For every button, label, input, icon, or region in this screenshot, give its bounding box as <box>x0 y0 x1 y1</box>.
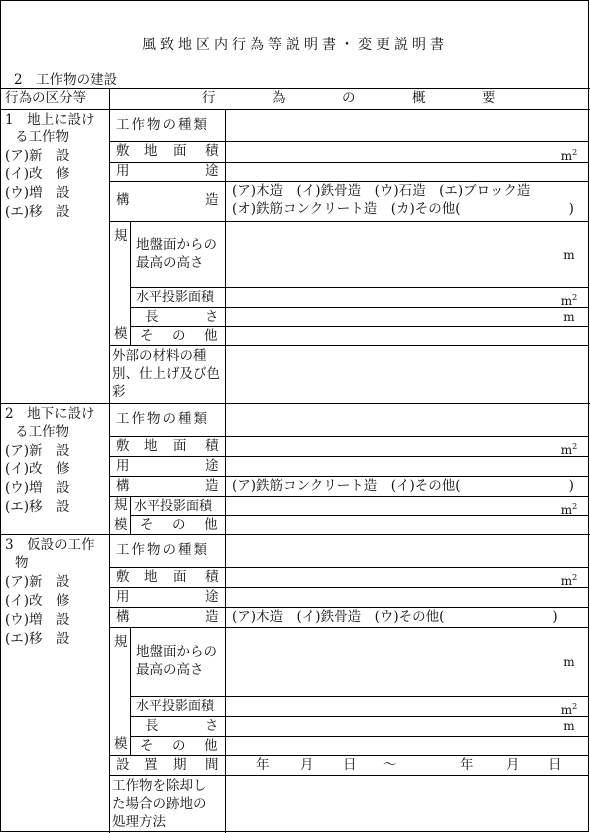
structure-options-line-2: (オ)鉄筋コンクリート造 (カ)その他( ) <box>232 201 574 217</box>
section-heading: 2 工作物の建設 <box>14 72 118 88</box>
group-2-option: (ウ)増 設 <box>5 480 70 496</box>
structure-options: (ア)木造 (イ)鉄骨造 (ウ)その他( ) <box>232 609 558 625</box>
group-1-option: (ア)新 設 <box>5 148 70 164</box>
label-removal: 処理方法 <box>112 814 166 830</box>
label-max-height: 最高の高さ <box>136 662 204 678</box>
label-projection-area: 水平投影面積 <box>136 290 215 305</box>
rule <box>109 88 110 833</box>
label-kind: 工作物の種類 <box>116 411 209 427</box>
rule <box>131 326 589 327</box>
rule <box>110 567 589 568</box>
rule <box>110 627 589 628</box>
group-2-option: (ア)新 設 <box>5 443 70 459</box>
rule <box>131 307 589 308</box>
rule <box>225 403 226 534</box>
unit-length: m <box>563 719 575 733</box>
rule <box>110 162 589 163</box>
structure-options: (ア)鉄筋コンクリート造 (イ)その他( ) <box>232 478 574 494</box>
unit-area: $m^2$ <box>560 148 578 163</box>
rule <box>131 515 589 516</box>
group-1-option: (ウ)増 設 <box>5 185 70 201</box>
rule <box>131 696 589 697</box>
label-max-height: 最高の高さ <box>136 255 204 271</box>
rule <box>131 716 589 717</box>
rule <box>110 476 589 477</box>
label-exterior: 彩 <box>112 384 126 400</box>
label-scale: 模 <box>114 326 128 342</box>
rule <box>130 627 131 755</box>
rule <box>0 534 590 535</box>
rule <box>0 403 590 404</box>
label-scale: 規 <box>114 497 128 513</box>
group-1-title: 1 地上に設け <box>5 112 95 128</box>
rule <box>131 736 589 737</box>
label-scale: 模 <box>114 736 128 752</box>
rule <box>110 755 589 756</box>
label-scale: 規 <box>114 228 128 244</box>
rule <box>130 496 131 534</box>
unit-area: $m^2$ <box>560 502 578 517</box>
label-projection-area: 水平投影面積 <box>136 699 215 714</box>
rule <box>225 109 226 345</box>
rule <box>0 109 590 110</box>
rule <box>110 775 589 776</box>
group-1-title: る工作物 <box>15 129 69 145</box>
group-3-option: (ウ)増 設 <box>5 612 70 628</box>
rule <box>110 181 589 182</box>
group-2-title: 2 地下に設け <box>5 406 95 422</box>
label-kind: 工作物の種類 <box>116 542 209 558</box>
structure-options-line-1: (ア)木造 (イ)鉄骨造 (ウ)石造 (エ)ブロック造 <box>232 183 531 199</box>
rule <box>110 345 589 346</box>
group-2-title: る工作物 <box>15 424 69 440</box>
rule <box>110 436 589 437</box>
rule <box>131 287 589 288</box>
label-exterior: 外部の材料の種 <box>112 348 207 364</box>
rule <box>110 587 589 588</box>
unit-area: $m^2$ <box>560 573 578 588</box>
label-max-height: 地盤面からの <box>136 644 217 660</box>
rule <box>225 534 226 833</box>
group-3-option: (エ)移 設 <box>5 631 70 647</box>
label-scale: 模 <box>114 517 128 533</box>
label-scale: 規 <box>114 634 128 650</box>
unit-area: $m^2$ <box>560 442 578 457</box>
label-exterior: 別、仕上げ及び色 <box>112 366 220 382</box>
header-category: 行為の区分等 <box>5 90 86 106</box>
group-2-option: (イ)改 修 <box>5 461 70 477</box>
rule <box>110 607 589 608</box>
group-3-option: (イ)改 修 <box>5 593 70 609</box>
group-3-title: 物 <box>15 555 29 571</box>
rule <box>110 456 589 457</box>
label-kind: 工作物の種類 <box>116 117 209 133</box>
unit-area: $m^2$ <box>560 702 578 717</box>
group-1-option: (エ)移 設 <box>5 204 70 220</box>
unit-area: $m^2$ <box>560 293 578 308</box>
group-2-option: (エ)移 設 <box>5 499 70 515</box>
rule <box>110 141 589 142</box>
group-1-option: (イ)改 修 <box>5 166 70 182</box>
label-max-height: 地盤面からの <box>136 237 217 253</box>
rule <box>225 345 226 403</box>
group-3-option: (ア)新 設 <box>5 574 70 590</box>
label-removal: た場合の跡地の <box>112 796 207 812</box>
group-3-title: 3 仮設の工作 <box>5 537 95 553</box>
label-removal: 工作物を除却し <box>112 778 207 794</box>
unit-length: m <box>563 248 575 262</box>
rule <box>110 221 589 222</box>
rule <box>130 221 131 345</box>
unit-length: m <box>563 655 575 669</box>
rule <box>0 88 590 89</box>
label-projection-area: 水平投影面積 <box>134 499 213 514</box>
form-title: 風致地区内行為等説明書・変更説明書 <box>142 37 448 53</box>
rule <box>110 496 589 497</box>
unit-length: m <box>563 310 575 324</box>
